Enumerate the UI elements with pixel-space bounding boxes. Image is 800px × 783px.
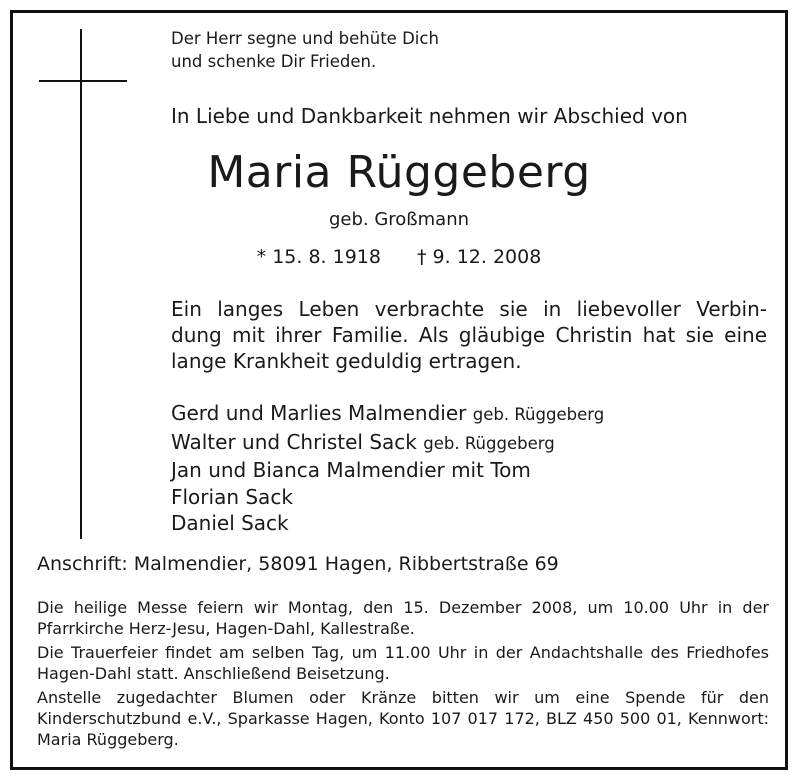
death-date: † 9. 12. 2008 bbox=[417, 246, 542, 268]
obituary-frame bbox=[10, 10, 788, 770]
mourner-entry bbox=[171, 457, 604, 484]
birth-date: * 15. 8. 1918 bbox=[256, 246, 381, 268]
mourner-name: Florian Sack bbox=[171, 484, 293, 509]
mourner-name: Gerd und Marlies Malmendier bbox=[171, 401, 467, 425]
life-dates bbox=[13, 246, 785, 268]
tribute-line: Ein langes Leben verbrachte sie in liebevoller Verbin- bbox=[171, 297, 767, 321]
birth-name: geb. Großmann bbox=[328, 209, 470, 230]
mourner-name: Daniel Sack bbox=[171, 511, 289, 535]
service-note: Die heilige Messe feiern wir Montag, den 15. Dezember 2008, um 10.00 Uhr in der Pfarrkirche Herz-Jesu, Hagen-Dahl, Kallestraße. bbox=[37, 598, 769, 638]
mourner-entry bbox=[171, 400, 604, 429]
mourner-entry bbox=[171, 510, 604, 537]
service-note: Die Trauerfeier findet am selben Tag, um 11.00 Uhr in der Andachtshalle des Friedhofes Hagen-Dahl statt. Anschließend Beisetzung. bbox=[37, 643, 769, 683]
tribute-text bbox=[171, 296, 767, 374]
tribute-line: lange Krankheit geduldig ertragen. bbox=[171, 349, 522, 373]
blessing-verse bbox=[171, 27, 439, 73]
mourner-entry bbox=[171, 484, 604, 511]
service-note: Anstelle zugedachter Blumen oder Kränze bitten wir um eine Spende für den Kinderschutzbund e.V., Sparkasse Hagen, Konto 107 017 172, BLZ 450 500 01, Kennwort: Maria Rüggeberg. bbox=[37, 688, 769, 749]
service-notes bbox=[37, 597, 769, 753]
mourners-list bbox=[171, 400, 604, 537]
mourner-note: geb. Rüggeberg bbox=[472, 405, 605, 424]
tribute-line: dung mit ihrer Familie. Als gläubige Christin hat sie eine bbox=[171, 323, 767, 347]
blessing-line: Der Herr segne und behüte Dich bbox=[171, 29, 439, 48]
farewell-intro: In Liebe und Dankbarkeit nehmen wir Abschied von bbox=[171, 104, 688, 128]
mourner-entry bbox=[171, 429, 604, 458]
mailing-address: Anschrift: Malmendier, 58091 Hagen, Ribbertstraße 69 bbox=[37, 553, 559, 575]
cross-icon-horizontal bbox=[39, 80, 127, 82]
mourner-name: Walter und Christel Sack bbox=[171, 429, 417, 454]
blessing-line: und schenke Dir Frieden. bbox=[171, 52, 377, 71]
mourner-name: Jan und Bianca Malmendier mit Tom bbox=[171, 458, 531, 482]
cross-icon-vertical bbox=[80, 29, 82, 539]
mourner-note: geb. Rüggeberg bbox=[423, 433, 555, 453]
deceased-name: Maria Rüggeberg bbox=[207, 147, 591, 198]
